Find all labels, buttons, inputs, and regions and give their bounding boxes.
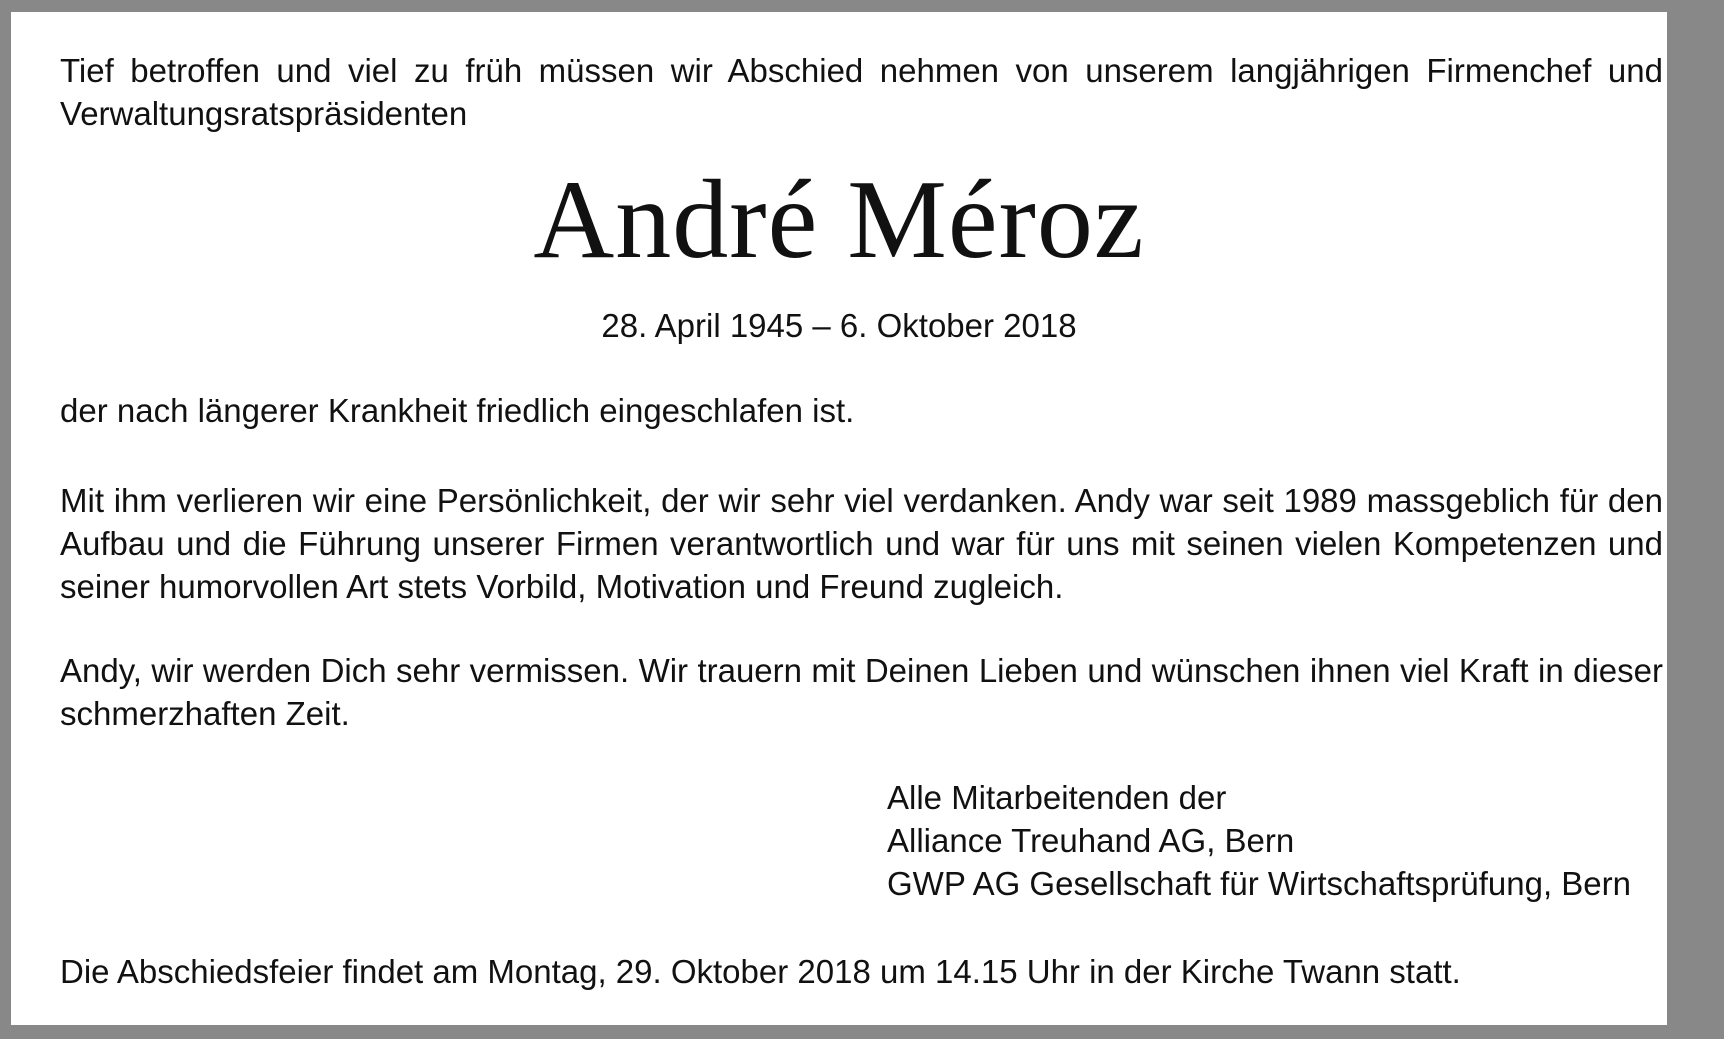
life-dates: 28. April 1945 – 6. Oktober 2018 (601, 307, 1077, 344)
passing-text: der nach längerer Krankheit friedlich eingeschlafen ist. (60, 392, 855, 429)
tribute-paragraph: Mit ihm verlieren wir eine Persönlichkeit, der wir sehr viel verdanken. Andy war seit 1989 massgeblich für den Aufbau und die Führung unserer Firmen verantwortlich und war für uns mit seinen vielen Kompetenzen und seiner humorvollen Art stets Vorbild, Motivation und Freund zugleich. (60, 482, 1663, 605)
signature-line: GWP AG Gesellschaft für Wirtschaftsprüfung, Bern (887, 865, 1631, 902)
signature-line: Alliance Treuhand AG, Bern (887, 822, 1295, 859)
obituary-notice (11, 12, 1667, 1025)
ceremony-info: Die Abschiedsfeier findet am Montag, 29. Oktober 2018 um 14.15 Uhr in der Kirche Twann statt. (60, 953, 1461, 990)
signature-block (887, 776, 1631, 905)
signature-line: Alle Mitarbeitenden der (887, 779, 1227, 816)
deceased-name: André Méroz (533, 158, 1145, 282)
farewell-paragraph: Andy, wir werden Dich sehr vermissen. Wir trauern mit Deinen Lieben und wünschen ihnen viel Kraft in dieser schmerzhaften Zeit. (60, 652, 1663, 732)
intro-text: Tief betroffen und viel zu früh müssen wir Abschied nehmen von unserem langjährigen Firmenchef und Verwaltungsratspräsidenten (60, 52, 1663, 132)
